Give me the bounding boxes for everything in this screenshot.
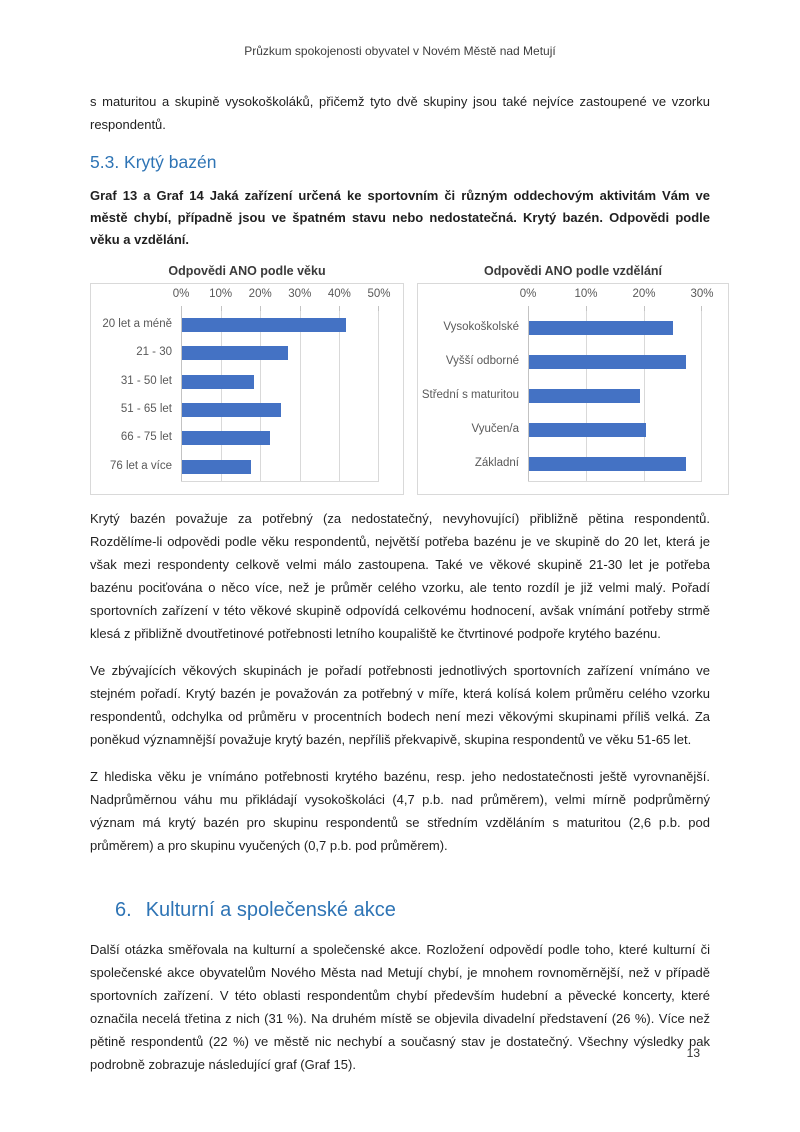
page-number: 13 xyxy=(686,1046,700,1060)
category-label: 66 - 75 let xyxy=(120,431,172,444)
axis-tick-label: 50% xyxy=(367,288,391,300)
chart-row xyxy=(120,396,379,424)
intro-paragraph: s maturitou a skupině vysokoškoláků, přičemž tyto dvě skupiny jsou také nejvíce zastoupené ve vzorku respondentů. xyxy=(90,94,710,132)
chart-plot-area xyxy=(421,288,714,482)
chart-row xyxy=(109,453,379,481)
axis-tick-label: 0% xyxy=(172,288,190,300)
chart-plot-area xyxy=(102,288,391,482)
chart-answers-by-age xyxy=(90,264,404,495)
body-paragraph-2: Ve zbývajících věkových skupinách je pořadí potřebnosti jednotlivých sportovních zařízení vnímáno ve stejném pořadí. Krytý bazén je považován za potřebný v míře, která kolísá kolem průměru celého vzorku respondentů, odchylka od průměru v procentních bodech není mezi věkovými skupinami příliš velká. Za poněkud významnější považuje krytý bazén, nepříliš překvapivě, skupina respondentů ve věku 51-65 let. xyxy=(90,663,710,747)
chart-answers-by-education xyxy=(417,264,729,495)
chart-frame xyxy=(417,283,729,495)
section-5-3-heading: 5.3. Krytý bazén xyxy=(90,152,217,172)
category-label: 20 let a méně xyxy=(102,318,172,331)
section-6-title: Kulturní a společenské akce xyxy=(145,899,396,921)
category-label: Základní xyxy=(474,457,519,469)
bar-5 xyxy=(529,457,686,471)
axis-tick-label: 30% xyxy=(690,288,714,300)
section-6-heading xyxy=(115,899,710,922)
category-label: Vyučen/a xyxy=(471,423,519,435)
chart-frame xyxy=(90,283,404,495)
bar-3 xyxy=(182,375,254,389)
body-paragraph-3: Z hlediska věku je vnímáno potřebnosti krytého bazénu, resp. jeho nedostatečnosti ještě vyrovnanější. Nadprůměrnou váhu mu přikládají vysokoškoláci (4,7 p.b. nad průměrem), velmi mírně podprůměrný význam má krytý bazén pro skupinu respondentů se středním vzděláním s maturitou (2,6 p.b. pod průměrem) a pro skupinu vyučených (0,7 p.b. pod průměrem). xyxy=(90,769,710,853)
axis-tick-label: 20% xyxy=(632,288,656,300)
chart-row xyxy=(120,424,379,452)
axis-tick-label: 20% xyxy=(248,288,272,300)
bar-3 xyxy=(529,389,640,403)
category-label: 21 - 30 xyxy=(136,346,172,359)
axis-tick-label: 10% xyxy=(209,288,233,300)
bar-1 xyxy=(182,318,346,332)
chart-row xyxy=(136,339,379,367)
category-label: Střední s maturitou xyxy=(421,389,519,401)
body-paragraph-1: Krytý bazén považuje za potřebný (za nedostatečný, nevyhovující) přibližně pětina respondentů. Rozdělíme-li odpovědi podle věku respondentů, největší potřeba bazénu je ve skupině do 20 let, která je však mezi respondenty celkově velmi málo zastoupena. Také ve věkové skupině 21-30 let je potřeba bazénu pociťována o něco více, než je průměr celého vzorku, ale tento rozdíl je již velmi malý. Pořadí sportovních zařízení v této věkové skupině odpovídá celkovému hodnocení, avšak vnímání potřeby strmě klesá z přibližně dvoutřetinové potřebnosti letního koupaliště ke čtvrtinové podpoře krytého bazénu. xyxy=(90,511,710,641)
category-label: Vyšší odborné xyxy=(445,355,519,367)
axis-tick-label: 0% xyxy=(519,288,537,300)
axis-tick-label: 40% xyxy=(327,288,351,300)
page-content xyxy=(90,90,714,1076)
charts-row xyxy=(90,264,714,495)
bar-2 xyxy=(529,355,686,369)
category-label: 51 - 65 let xyxy=(120,403,172,416)
graf-13-14-caption: Graf 13 a Graf 14 Jaká zařízení určená ke sportovním či různým oddechovým aktivitám Vám ve městě chybí, případně jsou ve špatném stavu nebo nedostatečná. Krytý bazén. Odpovědi podle věku a vzdělání. xyxy=(90,188,710,247)
bar-2 xyxy=(182,346,288,360)
chart-row xyxy=(120,368,379,396)
chart-row xyxy=(474,447,702,481)
axis-tick-label: 30% xyxy=(288,288,312,300)
chart-row xyxy=(445,345,702,379)
bar-4 xyxy=(182,403,281,417)
bar-1 xyxy=(529,321,673,335)
chart-row xyxy=(471,413,702,447)
chart-title: Odpovědi ANO podle vzdělání xyxy=(483,264,663,278)
bar-4 xyxy=(529,423,646,437)
section-6-number: 6. xyxy=(115,899,132,921)
body-paragraph-4: Další otázka směřovala na kulturní a společenské akce. Rozložení odpovědí podle toho, které kulturní či společenské akce obyvatelům Nového Města nad Metují chybí, je mnohem rovnoměrnější, než v případě sportovních zařízení. V této oblasti respondentům chybí především hudební a pěvecké koncerty, které označila necelá třetina z nich (31 %). Na druhém místě se objevila divadelní představení (26 %). Více než pětině respondentů (22 %) ve městě nic nechybí a současný stav je dostatečný. Všechny výsledky pak podrobně zobrazuje následující graf (Graf 15). xyxy=(90,942,710,1072)
chart-title: Odpovědi ANO podle věku xyxy=(168,264,326,278)
chart-row xyxy=(102,311,379,339)
category-label: Vysokoškolské xyxy=(443,321,519,333)
chart-row xyxy=(443,311,702,345)
category-label: 31 - 50 let xyxy=(120,374,172,387)
axis-tick-label: 10% xyxy=(574,288,598,300)
bar-5 xyxy=(182,431,270,445)
category-label: 76 let a více xyxy=(109,459,172,472)
chart-row xyxy=(421,379,702,413)
bar-6 xyxy=(182,460,251,474)
document-header: Průzkum spokojenosti obyvatel v Novém Městě nad Metují xyxy=(244,44,556,58)
